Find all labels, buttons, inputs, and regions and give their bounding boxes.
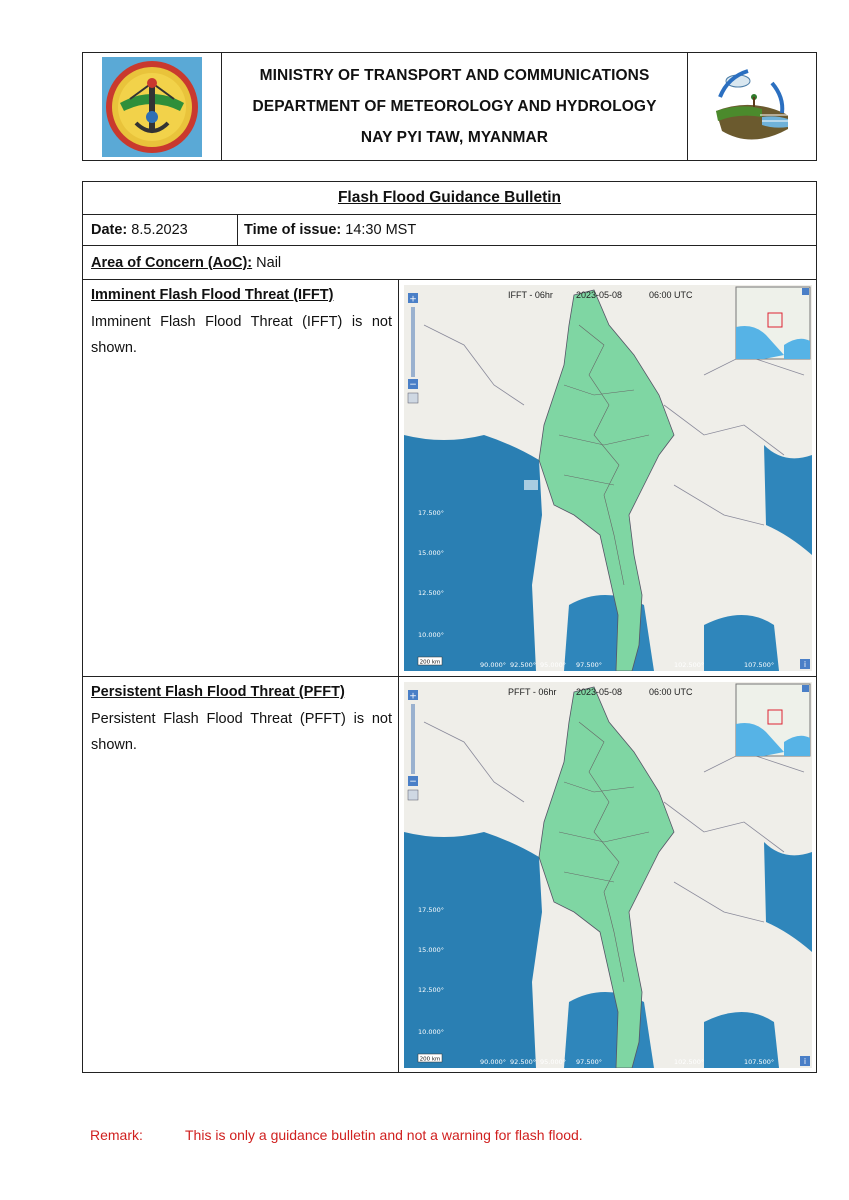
right-logo-cell xyxy=(687,53,816,160)
time-value: 14:30 MST xyxy=(345,222,417,238)
ifft-lat-label: 12.500° xyxy=(418,589,444,597)
pfft-lat-label: 10.000° xyxy=(418,1028,444,1036)
pfft-lon-label: 90.000° xyxy=(480,1058,506,1066)
ifft-map-time: 06:00 UTC xyxy=(649,290,693,300)
pfft-map[interactable] xyxy=(404,682,812,1068)
ifft-lon-label: 95.000° xyxy=(540,661,566,669)
letterhead-title xyxy=(222,53,687,160)
pfft-lat-label: 17.500° xyxy=(418,906,444,914)
pfft-overview-map[interactable] xyxy=(736,684,810,756)
pfft-text xyxy=(83,677,399,1073)
ifft-body: Imminent Flash Flood Threat (IFFT) is not shown. xyxy=(91,314,392,356)
ministry-name: MINISTRY OF TRANSPORT AND COMMUNICATIONS xyxy=(259,67,650,84)
ifft-map-date: 2023-05-08 xyxy=(576,290,623,300)
ifft-map-title: IFFT - 06hr xyxy=(508,290,553,300)
remark-label: Remark: xyxy=(90,1127,143,1143)
pfft-lon-label: 107.500° xyxy=(744,1058,775,1066)
date-label: Date: xyxy=(91,222,128,238)
ifft-zoom-in[interactable]: + xyxy=(409,294,417,305)
ifft-row xyxy=(83,280,816,677)
ifft-lon-label: 107.500° xyxy=(744,661,775,669)
pfft-scale-bar: 200 km xyxy=(419,1056,441,1063)
bulletin-title: Flash Flood Guidance Bulletin xyxy=(83,182,816,215)
pfft-map-time: 06:00 UTC xyxy=(649,687,693,697)
pfft-lon-label: 102.500° xyxy=(674,1058,705,1066)
remark-text: This is only a guidance bulletin and not a warning for flash flood. xyxy=(185,1127,583,1143)
ifft-text xyxy=(83,280,399,676)
letterhead xyxy=(82,52,817,161)
remark xyxy=(90,1127,583,1143)
ifft-lat-label: 17.500° xyxy=(418,509,444,517)
ifft-zoom-out[interactable]: − xyxy=(409,380,417,390)
pfft-map-cell xyxy=(399,677,816,1073)
location: NAY PYI TAW, MYANMAR xyxy=(360,129,549,146)
pfft-heading: Persistent Flash Flood Threat (PFFT) xyxy=(91,684,345,700)
ifft-lon-label: 92.500° xyxy=(510,661,536,669)
left-logo-cell xyxy=(83,53,222,160)
pfft-zoom-out[interactable]: − xyxy=(409,777,417,787)
aoc-row xyxy=(83,246,816,280)
pfft-info-icon[interactable]: i xyxy=(803,1057,807,1066)
water-cycle-emblem-icon xyxy=(702,57,802,157)
pfft-row xyxy=(83,677,816,1073)
pfft-map-title: PFFT - 06hr xyxy=(508,687,557,697)
aoc-value: Nail xyxy=(256,254,282,271)
time-label: Time of issue: xyxy=(244,222,342,238)
ifft-overview-map[interactable] xyxy=(736,287,810,359)
pfft-map-date: 2023-05-08 xyxy=(576,687,623,697)
bulletin-table xyxy=(82,181,817,1073)
pfft-lat-label: 15.000° xyxy=(418,946,444,954)
ifft-lon-label: 102.500° xyxy=(674,661,705,669)
ifft-map[interactable] xyxy=(404,285,812,671)
pfft-body: Persistent Flash Flood Threat (PFFT) is not shown. xyxy=(91,711,392,753)
pfft-lat-label: 12.500° xyxy=(418,986,444,994)
date-value: 8.5.2023 xyxy=(131,222,188,238)
pfft-lon-label: 95.000° xyxy=(540,1058,566,1066)
ifft-heading: Imminent Flash Flood Threat (IFFT) xyxy=(91,287,334,303)
aoc-label: Area of Concern (AoC): xyxy=(91,254,253,271)
ifft-lat-label: 15.000° xyxy=(418,549,444,557)
pfft-lon-label: 97.500° xyxy=(576,1058,602,1066)
pfft-zoom-in[interactable]: + xyxy=(409,691,417,702)
pfft-lon-label: 92.500° xyxy=(510,1058,536,1066)
ifft-lon-label: 97.500° xyxy=(576,661,602,669)
ifft-info-icon[interactable]: i xyxy=(803,660,807,669)
ifft-map-cell xyxy=(399,280,816,676)
issue-row xyxy=(83,215,816,246)
time-cell xyxy=(238,215,416,245)
ifft-lat-label: 10.000° xyxy=(418,631,444,639)
ifft-lon-label: 90.000° xyxy=(480,661,506,669)
ministry-emblem-icon xyxy=(100,55,204,159)
date-cell xyxy=(83,215,238,245)
ifft-scale-bar: 200 km xyxy=(419,659,441,666)
department-name: DEPARTMENT OF METEOROLOGY AND HYDROLOGY xyxy=(252,98,657,115)
